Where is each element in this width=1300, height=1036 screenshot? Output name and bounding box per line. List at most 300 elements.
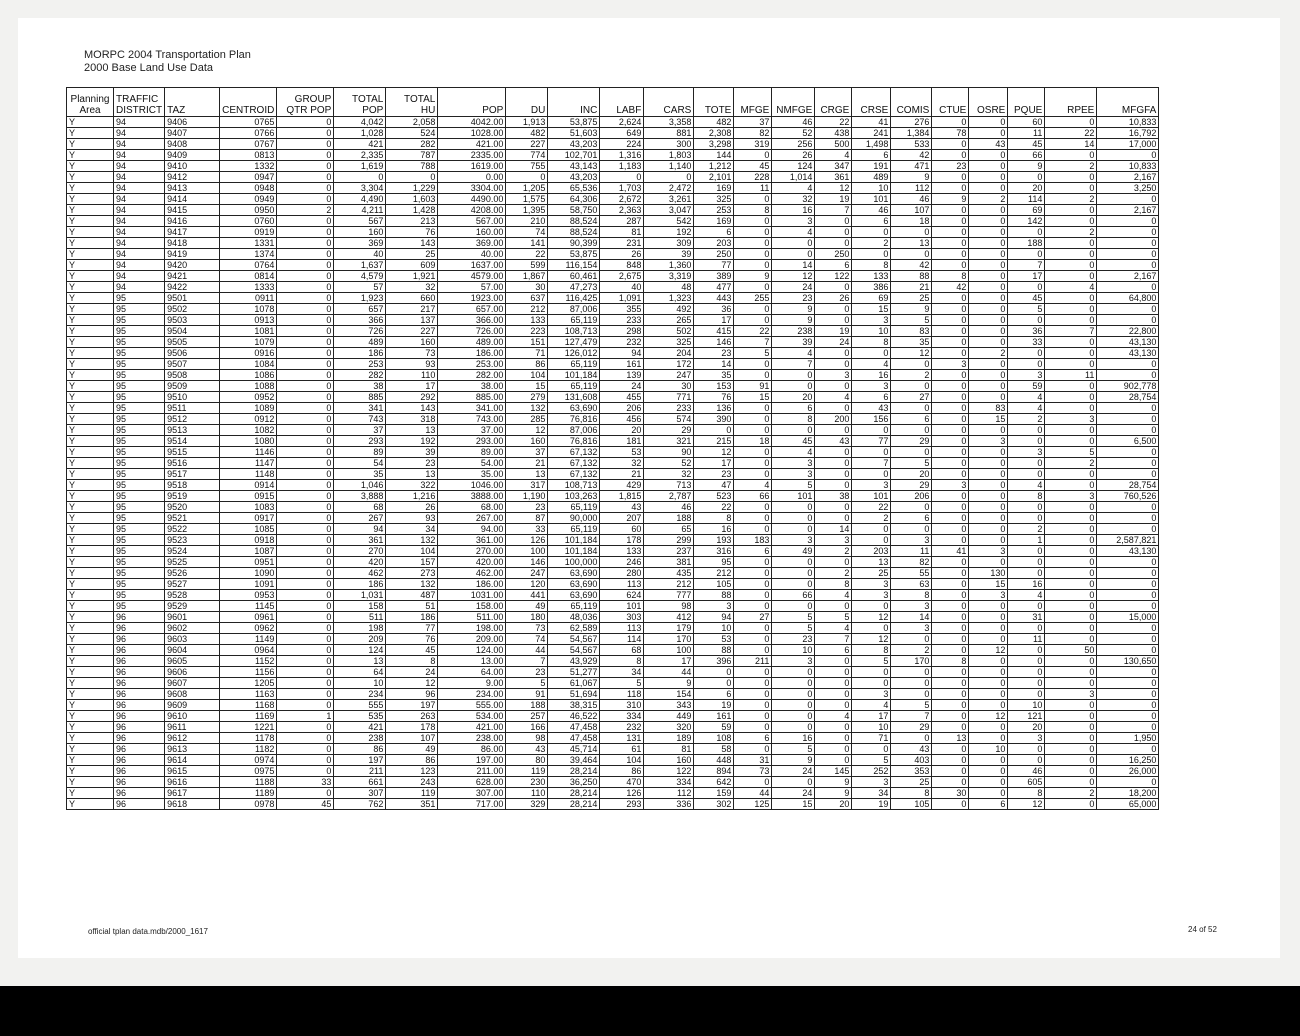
table-cell: 16 <box>772 733 815 744</box>
table-cell: 132 <box>506 403 548 414</box>
table-cell: 151 <box>506 337 548 348</box>
table-cell: 282 <box>386 139 438 150</box>
table-cell: 19 <box>815 326 852 337</box>
table-cell: Y <box>67 183 114 194</box>
table-cell: 0 <box>644 172 694 183</box>
table-cell: 64 <box>334 667 386 678</box>
table-cell: 0 <box>969 766 1008 777</box>
table-cell: Y <box>67 700 114 711</box>
table-cell: 9511 <box>165 403 220 414</box>
table-cell: 0 <box>932 700 969 711</box>
table-cell: 54,567 <box>548 634 600 645</box>
table-row <box>67 216 1159 227</box>
table-row <box>67 678 1159 689</box>
table-cell: 3,261 <box>644 194 694 205</box>
table-cell: 96 <box>114 799 165 810</box>
table-cell: 0 <box>277 689 334 700</box>
table-cell: 2,167 <box>1097 172 1159 183</box>
table-cell: 93 <box>386 359 438 370</box>
table-cell: 0 <box>1097 557 1159 568</box>
table-cell: 9608 <box>165 689 220 700</box>
table-cell: 0 <box>1045 623 1097 634</box>
table-cell: 95 <box>114 546 165 557</box>
table-cell: 94 <box>114 128 165 139</box>
table-cell: 160 <box>334 227 386 238</box>
table-cell: 101 <box>852 491 891 502</box>
table-cell: 1221 <box>220 722 277 733</box>
table-cell: 0 <box>815 601 852 612</box>
table-cell: 83 <box>969 403 1008 414</box>
table-cell: 293.00 <box>438 436 506 447</box>
table-cell: 0 <box>815 238 852 249</box>
table-cell: 39,464 <box>548 755 600 766</box>
table-cell: 32 <box>644 469 694 480</box>
table-cell: 0 <box>815 480 852 491</box>
table-cell: 0 <box>1045 513 1097 524</box>
table-cell: 24 <box>772 766 815 777</box>
table-cell: 211.00 <box>438 766 506 777</box>
table-cell: 0 <box>1097 249 1159 260</box>
table-cell: 1,183 <box>600 161 644 172</box>
table-cell: 59 <box>694 722 734 733</box>
table-cell: 96 <box>386 689 438 700</box>
table-cell: 1083 <box>220 502 277 513</box>
table-cell: 0 <box>277 315 334 326</box>
table-cell: 0 <box>277 766 334 777</box>
table-cell: 73 <box>506 623 548 634</box>
table-cell: 0 <box>277 656 334 667</box>
table-cell: 1,091 <box>600 293 644 304</box>
table-cell: 0917 <box>220 513 277 524</box>
table-cell: 435 <box>644 568 694 579</box>
table-cell: 9606 <box>165 667 220 678</box>
table-cell: 0 <box>277 634 334 645</box>
table-cell: 743.00 <box>438 414 506 425</box>
table-cell: 22 <box>694 502 734 513</box>
table-cell: Y <box>67 799 114 810</box>
table-cell: 1,637 <box>334 260 386 271</box>
table-cell: 0 <box>969 326 1008 337</box>
table-cell: 20 <box>1008 183 1045 194</box>
table-cell: 61,067 <box>548 678 600 689</box>
table-cell: 0 <box>932 755 969 766</box>
table-cell: 43 <box>969 139 1008 150</box>
table-cell: 46,522 <box>548 711 600 722</box>
table-cell: 170 <box>644 634 694 645</box>
table-cell: 153 <box>694 381 734 392</box>
table-cell: 1,205 <box>506 183 548 194</box>
table-cell: 0 <box>772 425 815 436</box>
table-cell: 322 <box>386 480 438 491</box>
table-cell: 212 <box>644 579 694 590</box>
table-cell: 124 <box>334 645 386 656</box>
table-cell: 160 <box>386 337 438 348</box>
table-cell: 4 <box>772 183 815 194</box>
table-cell: 95 <box>114 359 165 370</box>
table-row <box>67 447 1159 458</box>
table-cell: 0 <box>932 172 969 183</box>
table-cell: 3304.00 <box>438 183 506 194</box>
table-cell: 1,603 <box>386 194 438 205</box>
table-cell: 1156 <box>220 667 277 678</box>
table-cell: 18 <box>891 216 932 227</box>
table-cell: 63,690 <box>548 590 600 601</box>
table-cell: Y <box>67 304 114 315</box>
table-cell: 1078 <box>220 304 277 315</box>
table-cell: 0951 <box>220 557 277 568</box>
table-cell: 302 <box>694 799 734 810</box>
table-cell: 1145 <box>220 601 277 612</box>
table-cell: 0 <box>1045 425 1097 436</box>
table-cell: 4,042 <box>334 117 386 128</box>
table-cell: 3 <box>1008 370 1045 381</box>
table-cell: 33 <box>1008 337 1045 348</box>
table-cell: 0 <box>277 117 334 128</box>
table-row <box>67 150 1159 161</box>
table-cell: 0 <box>277 535 334 546</box>
table-cell: 16 <box>772 205 815 216</box>
table-cell: 46 <box>852 205 891 216</box>
table-row <box>67 777 1159 788</box>
table-cell: 0 <box>815 227 852 238</box>
table-cell: 12 <box>891 348 932 359</box>
table-cell: 2,675 <box>600 271 644 282</box>
table-cell: 35 <box>694 370 734 381</box>
table-cell: 1,923 <box>334 293 386 304</box>
table-cell: 0 <box>1045 480 1097 491</box>
table-cell: 9 <box>1008 161 1045 172</box>
table-cell: Y <box>67 535 114 546</box>
table-cell: 6 <box>852 392 891 403</box>
table-cell: Y <box>67 337 114 348</box>
table-cell: 113 <box>600 623 644 634</box>
table-cell: 9416 <box>165 216 220 227</box>
table-cell: 26 <box>772 150 815 161</box>
table-cell: 3 <box>694 601 734 612</box>
table-cell: 45 <box>277 799 334 810</box>
table-cell: 1,031 <box>334 590 386 601</box>
table-cell: 1,803 <box>644 150 694 161</box>
table-cell: 94 <box>334 524 386 535</box>
table-cell: 0 <box>734 623 772 634</box>
table-cell: 0 <box>734 722 772 733</box>
table-cell: 2 <box>1008 414 1045 425</box>
table-cell: 206 <box>891 491 932 502</box>
table-cell: 43 <box>815 436 852 447</box>
table-cell: 0 <box>772 777 815 788</box>
table-cell: 19 <box>852 799 891 810</box>
table-cell: 12 <box>852 612 891 623</box>
table-cell: 12 <box>969 711 1008 722</box>
table-cell: 33 <box>277 777 334 788</box>
table-cell: 0 <box>1045 260 1097 271</box>
table-cell: 848 <box>600 260 644 271</box>
table-cell: 285 <box>506 414 548 425</box>
table-cell: 0950 <box>220 205 277 216</box>
table-cell: 38 <box>334 381 386 392</box>
table-cell: 1 <box>1008 535 1045 546</box>
table-cell: 0 <box>734 777 772 788</box>
table-cell: 0 <box>1097 524 1159 535</box>
table-cell: Y <box>67 227 114 238</box>
table-cell: 96 <box>114 755 165 766</box>
table-cell: 54.00 <box>438 458 506 469</box>
table-cell: 0 <box>1008 623 1045 634</box>
table-cell: 0 <box>277 744 334 755</box>
table-cell: 38,315 <box>548 700 600 711</box>
table-cell: 43 <box>852 403 891 414</box>
table-cell: 0 <box>1045 755 1097 766</box>
column-header: TAZ <box>165 88 220 117</box>
table-cell: 6 <box>852 150 891 161</box>
table-cell: 637 <box>506 293 548 304</box>
table-cell: 95 <box>114 337 165 348</box>
table-cell: 0 <box>815 348 852 359</box>
table-row <box>67 458 1159 469</box>
table-cell: 28,754 <box>1097 480 1159 491</box>
table-cell: 95 <box>114 348 165 359</box>
table-cell: 9417 <box>165 227 220 238</box>
table-row <box>67 579 1159 590</box>
table-cell: Y <box>67 194 114 205</box>
table-cell: 1374 <box>220 249 277 260</box>
table-cell: Y <box>67 590 114 601</box>
table-cell: 27 <box>734 612 772 623</box>
table-cell: Y <box>67 271 114 282</box>
table-cell: 2 <box>815 568 852 579</box>
table-cell: 125 <box>734 799 772 810</box>
table-row <box>67 381 1159 392</box>
table-cell: 186 <box>334 579 386 590</box>
table-cell: 198.00 <box>438 623 506 634</box>
table-cell: 0 <box>277 623 334 634</box>
table-cell: 91 <box>734 381 772 392</box>
table-cell: 9514 <box>165 436 220 447</box>
table-cell: 95 <box>114 414 165 425</box>
table-cell: 0 <box>1045 700 1097 711</box>
table-cell: 0 <box>277 502 334 513</box>
table-cell: 276 <box>891 117 932 128</box>
table-cell: 0 <box>1097 678 1159 689</box>
table-cell: 94 <box>114 183 165 194</box>
table-cell: 39 <box>644 249 694 260</box>
table-cell: 0 <box>1045 348 1097 359</box>
column-header: RPEE <box>1045 88 1097 117</box>
table-cell: 0 <box>277 447 334 458</box>
table-cell: 0 <box>1045 656 1097 667</box>
table-cell: 130 <box>969 568 1008 579</box>
table-cell: 15 <box>772 799 815 810</box>
table-cell: 9421 <box>165 271 220 282</box>
table-cell: 0 <box>969 150 1008 161</box>
table-cell: 0 <box>1097 689 1159 700</box>
table-cell: Y <box>67 766 114 777</box>
table-cell: 0 <box>932 381 969 392</box>
table-cell: 307 <box>334 788 386 799</box>
table-row <box>67 293 1159 304</box>
table-cell: 64,800 <box>1097 293 1159 304</box>
table-cell: 0 <box>932 491 969 502</box>
table-cell: Y <box>67 381 114 392</box>
table-cell: 11 <box>734 183 772 194</box>
table-cell: 156 <box>852 414 891 425</box>
table-cell: 0 <box>277 546 334 557</box>
table-cell: 4 <box>772 348 815 359</box>
table-cell: 3,298 <box>694 139 734 150</box>
table-cell: 609 <box>386 260 438 271</box>
table-cell: 0 <box>1045 744 1097 755</box>
table-cell: 0 <box>1045 777 1097 788</box>
table-cell: 126 <box>600 788 644 799</box>
table-cell: 0975 <box>220 766 277 777</box>
table-row <box>67 656 1159 667</box>
table-cell: 88 <box>694 645 734 656</box>
table-row <box>67 733 1159 744</box>
table-cell: 74 <box>506 634 548 645</box>
table-cell: 0 <box>932 117 969 128</box>
table-cell: 894 <box>694 766 734 777</box>
table-cell: 95 <box>114 458 165 469</box>
table-cell: 4 <box>815 590 852 601</box>
table-cell: 77 <box>852 436 891 447</box>
table-cell: 95 <box>114 579 165 590</box>
table-cell: 0 <box>932 469 969 480</box>
table-row <box>67 205 1159 216</box>
table-cell: 94 <box>114 271 165 282</box>
table-cell: 37 <box>334 425 386 436</box>
table-cell: 104 <box>506 370 548 381</box>
table-cell: 3 <box>815 535 852 546</box>
column-header: OSRE <box>969 88 1008 117</box>
table-cell: 9516 <box>165 458 220 469</box>
table-cell: 51,694 <box>548 689 600 700</box>
table-cell: 0 <box>891 678 932 689</box>
table-cell: 69 <box>1008 205 1045 216</box>
table-cell: 0 <box>1045 315 1097 326</box>
table-cell: 0 <box>969 557 1008 568</box>
table-cell: 5 <box>734 348 772 359</box>
table-cell: 250 <box>694 249 734 260</box>
table-cell: 7 <box>1045 326 1097 337</box>
table-cell: 188 <box>644 513 694 524</box>
table-cell: 0 <box>891 689 932 700</box>
table-cell: 0 <box>1008 425 1045 436</box>
table-cell: 9 <box>891 172 932 183</box>
table-row <box>67 689 1159 700</box>
table-cell: 45 <box>734 161 772 172</box>
table-cell: 0 <box>1045 634 1097 645</box>
table-cell: 0 <box>1045 381 1097 392</box>
table-cell: 110 <box>506 788 548 799</box>
table-cell: 209 <box>334 634 386 645</box>
table-cell: 3 <box>1045 491 1097 502</box>
table-cell: 94 <box>114 161 165 172</box>
table-cell: Y <box>67 557 114 568</box>
table-cell: 0 <box>734 502 772 513</box>
table-cell: 37 <box>734 117 772 128</box>
table-row <box>67 546 1159 557</box>
table-cell: 0 <box>1045 579 1097 590</box>
column-header: GROUP QTR POP <box>277 88 334 117</box>
table-cell: 0 <box>932 337 969 348</box>
table-cell: 0 <box>1097 359 1159 370</box>
table-cell: 0 <box>734 557 772 568</box>
table-row <box>67 227 1159 238</box>
table-cell: 29 <box>891 722 932 733</box>
table-cell: 132 <box>386 579 438 590</box>
table-cell: 37.00 <box>438 425 506 436</box>
table-cell: 53,875 <box>548 117 600 128</box>
table-cell: 0 <box>969 601 1008 612</box>
table-cell: 9502 <box>165 304 220 315</box>
table-cell: Y <box>67 667 114 678</box>
table-cell: 0 <box>969 183 1008 194</box>
table-row <box>67 799 1159 810</box>
table-cell: 114 <box>600 634 644 645</box>
table-cell: 0 <box>1045 271 1097 282</box>
table-cell: 67,132 <box>548 458 600 469</box>
table-cell: 0 <box>1045 546 1097 557</box>
table-cell: 2,101 <box>694 172 734 183</box>
table-cell: 2,167 <box>1097 205 1159 216</box>
table-row <box>67 260 1159 271</box>
table-row <box>67 667 1159 678</box>
table-cell: 14 <box>815 524 852 535</box>
table-cell: 0814 <box>220 271 277 282</box>
table-cell: 1146 <box>220 447 277 458</box>
table-cell: 9614 <box>165 755 220 766</box>
table-cell: 3 <box>1008 447 1045 458</box>
table-cell: 0 <box>772 513 815 524</box>
table-cell: 0948 <box>220 183 277 194</box>
table-cell: 567.00 <box>438 216 506 227</box>
table-cell: 2 <box>891 370 932 381</box>
table-cell: Y <box>67 150 114 161</box>
table-cell: 6 <box>852 216 891 227</box>
source-path: official tplan data.mdb/2000_1617 <box>88 927 208 936</box>
table-cell: 30 <box>506 282 548 293</box>
table-cell: 0 <box>1097 645 1159 656</box>
table-cell: 390 <box>694 414 734 425</box>
table-cell: 3 <box>891 601 932 612</box>
table-cell: 5 <box>1045 447 1097 458</box>
table-cell: 0 <box>1045 392 1097 403</box>
table-cell: 0 <box>1008 502 1045 513</box>
table-cell: 3 <box>969 436 1008 447</box>
table-cell: 66 <box>772 590 815 601</box>
table-cell: 7 <box>891 711 932 722</box>
table-cell: 6,500 <box>1097 436 1159 447</box>
table-cell: 13 <box>932 733 969 744</box>
table-row <box>67 282 1159 293</box>
table-cell: 0 <box>969 623 1008 634</box>
table-cell: 204 <box>644 348 694 359</box>
table-cell: 13.00 <box>438 656 506 667</box>
table-cell: 31 <box>1008 612 1045 623</box>
table-cell: Y <box>67 678 114 689</box>
table-cell: 186.00 <box>438 348 506 359</box>
table-cell: 71 <box>506 348 548 359</box>
table-cell: 1333 <box>220 282 277 293</box>
table-cell: 71 <box>852 733 891 744</box>
table-cell: 94 <box>114 205 165 216</box>
table-cell: 25 <box>852 568 891 579</box>
table-cell: 0 <box>734 304 772 315</box>
table-cell: 161 <box>694 711 734 722</box>
table-cell: 0 <box>891 403 932 414</box>
table-cell: 49 <box>386 744 438 755</box>
table-cell: 88,524 <box>548 216 600 227</box>
